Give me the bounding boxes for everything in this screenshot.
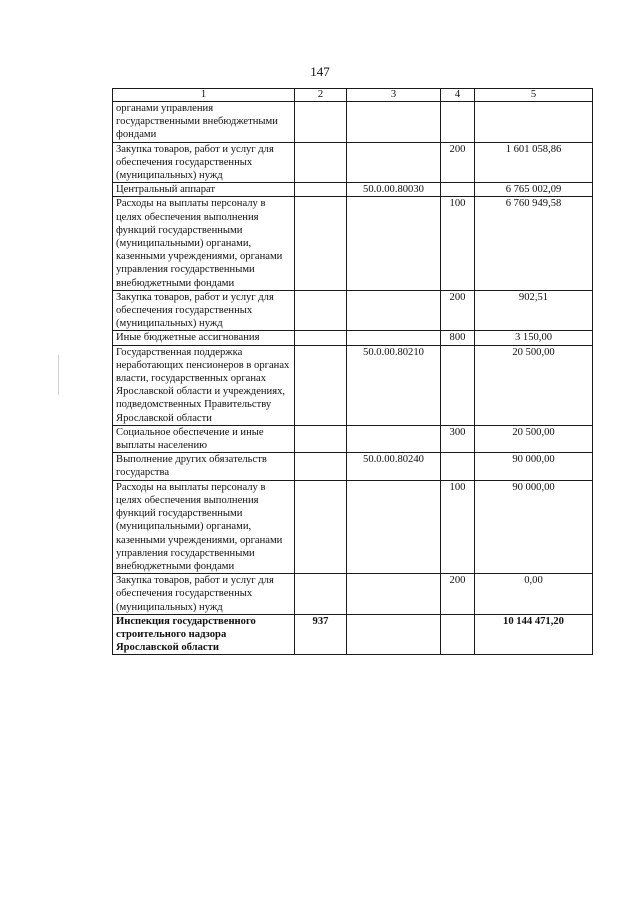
column-header-2: 2	[295, 89, 347, 102]
row-expense-type: 200	[441, 142, 475, 183]
page-number: 147	[310, 64, 330, 79]
row-target-code	[347, 290, 441, 331]
row-code	[295, 290, 347, 331]
row-code	[295, 331, 347, 345]
row-name: Закупка товаров, работ и услуг для обеспечения государственных (муниципальных) нужд	[113, 574, 295, 615]
row-name: Иные бюджетные ассигнования	[113, 331, 295, 345]
row-amount: 90 000,00	[475, 453, 593, 480]
table-row	[113, 574, 593, 615]
table-row	[113, 345, 593, 425]
table-row	[113, 142, 593, 183]
row-name: Выполнение других обязательств государства	[113, 453, 295, 480]
row-expense-type	[441, 183, 475, 197]
row-target-code	[347, 480, 441, 573]
row-amount: 20 500,00	[475, 425, 593, 452]
table-row	[113, 425, 593, 452]
row-target-code: 50.0.00.80210	[347, 345, 441, 425]
table-row	[113, 290, 593, 331]
table-row	[113, 614, 593, 655]
row-amount: 1 601 058,86	[475, 142, 593, 183]
row-code	[295, 453, 347, 480]
row-name: органами управления государственными внебюджетными фондами	[113, 102, 295, 143]
row-code	[295, 574, 347, 615]
table-row	[113, 453, 593, 480]
row-expense-type: 800	[441, 331, 475, 345]
column-header-3: 3	[347, 89, 441, 102]
column-header-5: 5	[475, 89, 593, 102]
table-row	[113, 183, 593, 197]
row-code: 937	[295, 614, 347, 655]
row-expense-type	[441, 453, 475, 480]
scan-artifact	[58, 355, 59, 395]
row-amount: 902,51	[475, 290, 593, 331]
row-expense-type: 200	[441, 574, 475, 615]
row-expense-type: 100	[441, 197, 475, 290]
row-amount: 6 760 949,58	[475, 197, 593, 290]
table-row	[113, 331, 593, 345]
row-target-code	[347, 142, 441, 183]
row-code	[295, 425, 347, 452]
row-target-code: 50.0.00.80030	[347, 183, 441, 197]
row-expense-type: 300	[441, 425, 475, 452]
row-amount: 20 500,00	[475, 345, 593, 425]
row-amount: 90 000,00	[475, 480, 593, 573]
row-amount: 3 150,00	[475, 331, 593, 345]
row-code	[295, 142, 347, 183]
row-name: Закупка товаров, работ и услуг для обеспечения государственных (муниципальных) нужд	[113, 142, 295, 183]
row-amount: 0,00	[475, 574, 593, 615]
row-code	[295, 345, 347, 425]
row-name: Расходы на выплаты персоналу в целях обеспечения выполнения функций государственными (муниципальными) органами, казенными учреждениями, органами управления государственными внебюджетными фондами	[113, 480, 295, 573]
row-amount: 6 765 002,09	[475, 183, 593, 197]
row-name: Центральный аппарат	[113, 183, 295, 197]
row-code	[295, 183, 347, 197]
row-name: Закупка товаров, работ и услуг для обеспечения государственных (муниципальных) нужд	[113, 290, 295, 331]
row-expense-type	[441, 614, 475, 655]
row-target-code	[347, 574, 441, 615]
row-target-code	[347, 102, 441, 143]
row-amount: 10 144 471,20	[475, 614, 593, 655]
row-expense-type: 200	[441, 290, 475, 331]
column-header-1: 1	[113, 89, 295, 102]
row-name: Инспекция государственного строительного надзора Ярославской области	[113, 614, 295, 655]
row-target-code	[347, 331, 441, 345]
table-header-row	[113, 89, 593, 102]
row-target-code	[347, 197, 441, 290]
table-row	[113, 102, 593, 143]
row-code	[295, 197, 347, 290]
budget-table	[112, 88, 593, 655]
row-target-code	[347, 425, 441, 452]
column-header-4: 4	[441, 89, 475, 102]
row-target-code	[347, 614, 441, 655]
row-expense-type	[441, 345, 475, 425]
row-target-code: 50.0.00.80240	[347, 453, 441, 480]
row-amount	[475, 102, 593, 143]
row-name: Социальное обеспечение и иные выплаты населению	[113, 425, 295, 452]
row-code	[295, 480, 347, 573]
row-expense-type	[441, 102, 475, 143]
table-row	[113, 480, 593, 573]
table-row	[113, 197, 593, 290]
row-name: Государственная поддержка неработающих пенсионеров в органах власти, государственных органах Ярославской области и учреждениях, подведомственных Правительству Ярославской области	[113, 345, 295, 425]
row-expense-type: 100	[441, 480, 475, 573]
row-code	[295, 102, 347, 143]
row-name: Расходы на выплаты персоналу в целях обеспечения выполнения функций государственными (муниципальными) органами, казенными учреждениями, органами управления государственными внебюджетными фондами	[113, 197, 295, 290]
